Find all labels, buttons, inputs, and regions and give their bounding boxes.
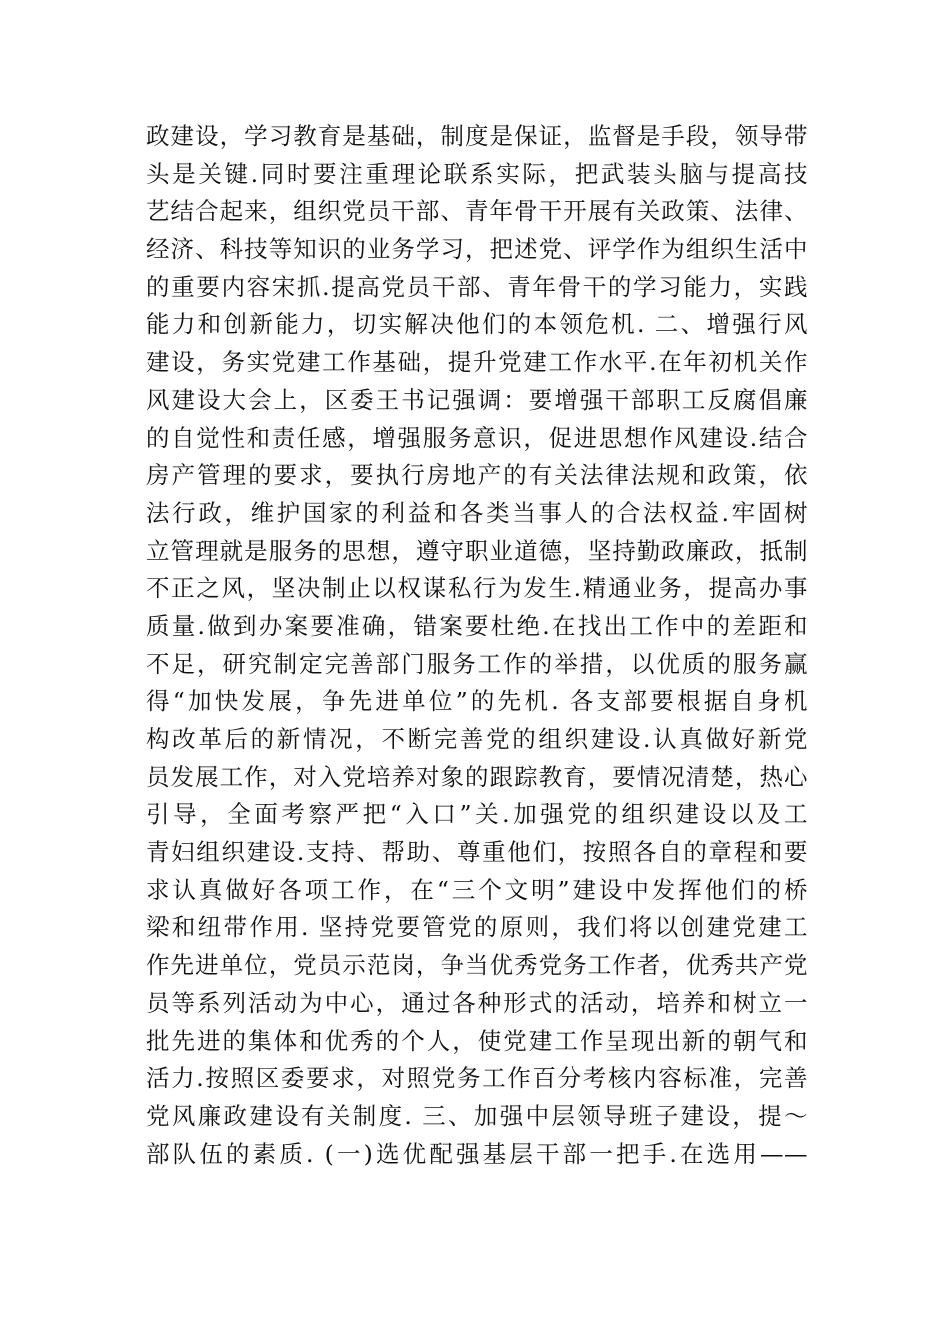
text-line: 房产管理的要求，要执行房地产的有关法律法规和政策，依 [146,461,808,490]
text-line: 质量.做到办案要准确，错案要杜绝.在找出工作中的差距和 [146,611,808,640]
text-line: 青妇组织建设.支持、帮助、尊重他们，按照各自的章程和要 [146,838,808,867]
text-line: 员等系列活动为中心，通过各种形式的活动，培养和树立一 [146,988,808,1017]
text-line: 批先进的集体和优秀的个人，使党建工作呈现出新的朝气和 [146,1026,808,1055]
text-line: 能力和创新能力，切实解决他们的本领危机. 二、增强行风 [146,310,808,339]
text-line: 得“加快发展，争先进单位”的先机. 各支部要根据自身机 [146,687,808,716]
text-line: 部队伍的素质. (一)选优配强基层干部一把手.在选用—— [146,1139,808,1168]
text-line: 的自觉性和责任感，增强服务意识，促进思想作风建设.结合 [146,423,808,452]
text-line: 建设，务实党建工作基础，提升党建工作水平.在年初机关作 [146,348,808,377]
text-line: 求认真做好各项工作，在“三个文明”建设中发挥他们的桥 [146,875,808,904]
body-text [146,118,808,1173]
text-line: 员发展工作，对入党培养对象的跟踪教育，要情况清楚，热心 [146,762,808,791]
text-line: 作先进单位，党员示范岗，争当优秀党务工作者，优秀共产党 [146,951,808,980]
text-line: 引导，全面考察严把“入口”关.加强党的组织建设以及工 [146,800,808,829]
text-line: 法行政，维护国家的利益和各类当事人的合法权益.牢固树 [146,498,808,527]
text-line: 梁和纽带作用. 坚持党要管党的原则，我们将以创建党建工 [146,913,808,942]
text-line: 党风廉政建设有关制度. 三、加强中层领导班子建设，提～ [146,1101,808,1130]
text-line: 经济、科技等知识的业务学习，把述党、评学作为组织生活中 [146,235,808,264]
text-line: 的重要内容宋抓.提高党员干部、青年骨干的学习能力，实践 [146,272,808,301]
text-line: 政建设，学习教育是基础，制度是保证，监督是手段，领导带 [146,122,808,150]
text-line: 艺结合起来，组织党员干部、青年骨干开展有关政策、法律、 [146,197,808,226]
text-line: 构改革后的新情况，不断完善党的组织建设.认真做好新党 [146,725,808,753]
text-line: 不正之风，坚决制止以权谋私行为发生.精通业务，提高办事 [146,574,808,603]
text-line: 头是关键.同时要注重理论联系实际，把武装头脑与提高技 [146,159,808,188]
text-line: 风建设大会上，区委王书记强调：要增强干部职工反腐倡廉 [146,385,808,414]
text-line: 不足，研究制定完善部门服务工作的举措，以优质的服务赢 [146,649,808,678]
text-line: 立管理就是服务的思想，遵守职业道德，坚持勤政廉政，抵制 [146,536,808,565]
text-line: 活力.按照区委要求，对照党务工作百分考核内容标准，完善 [146,1064,808,1093]
